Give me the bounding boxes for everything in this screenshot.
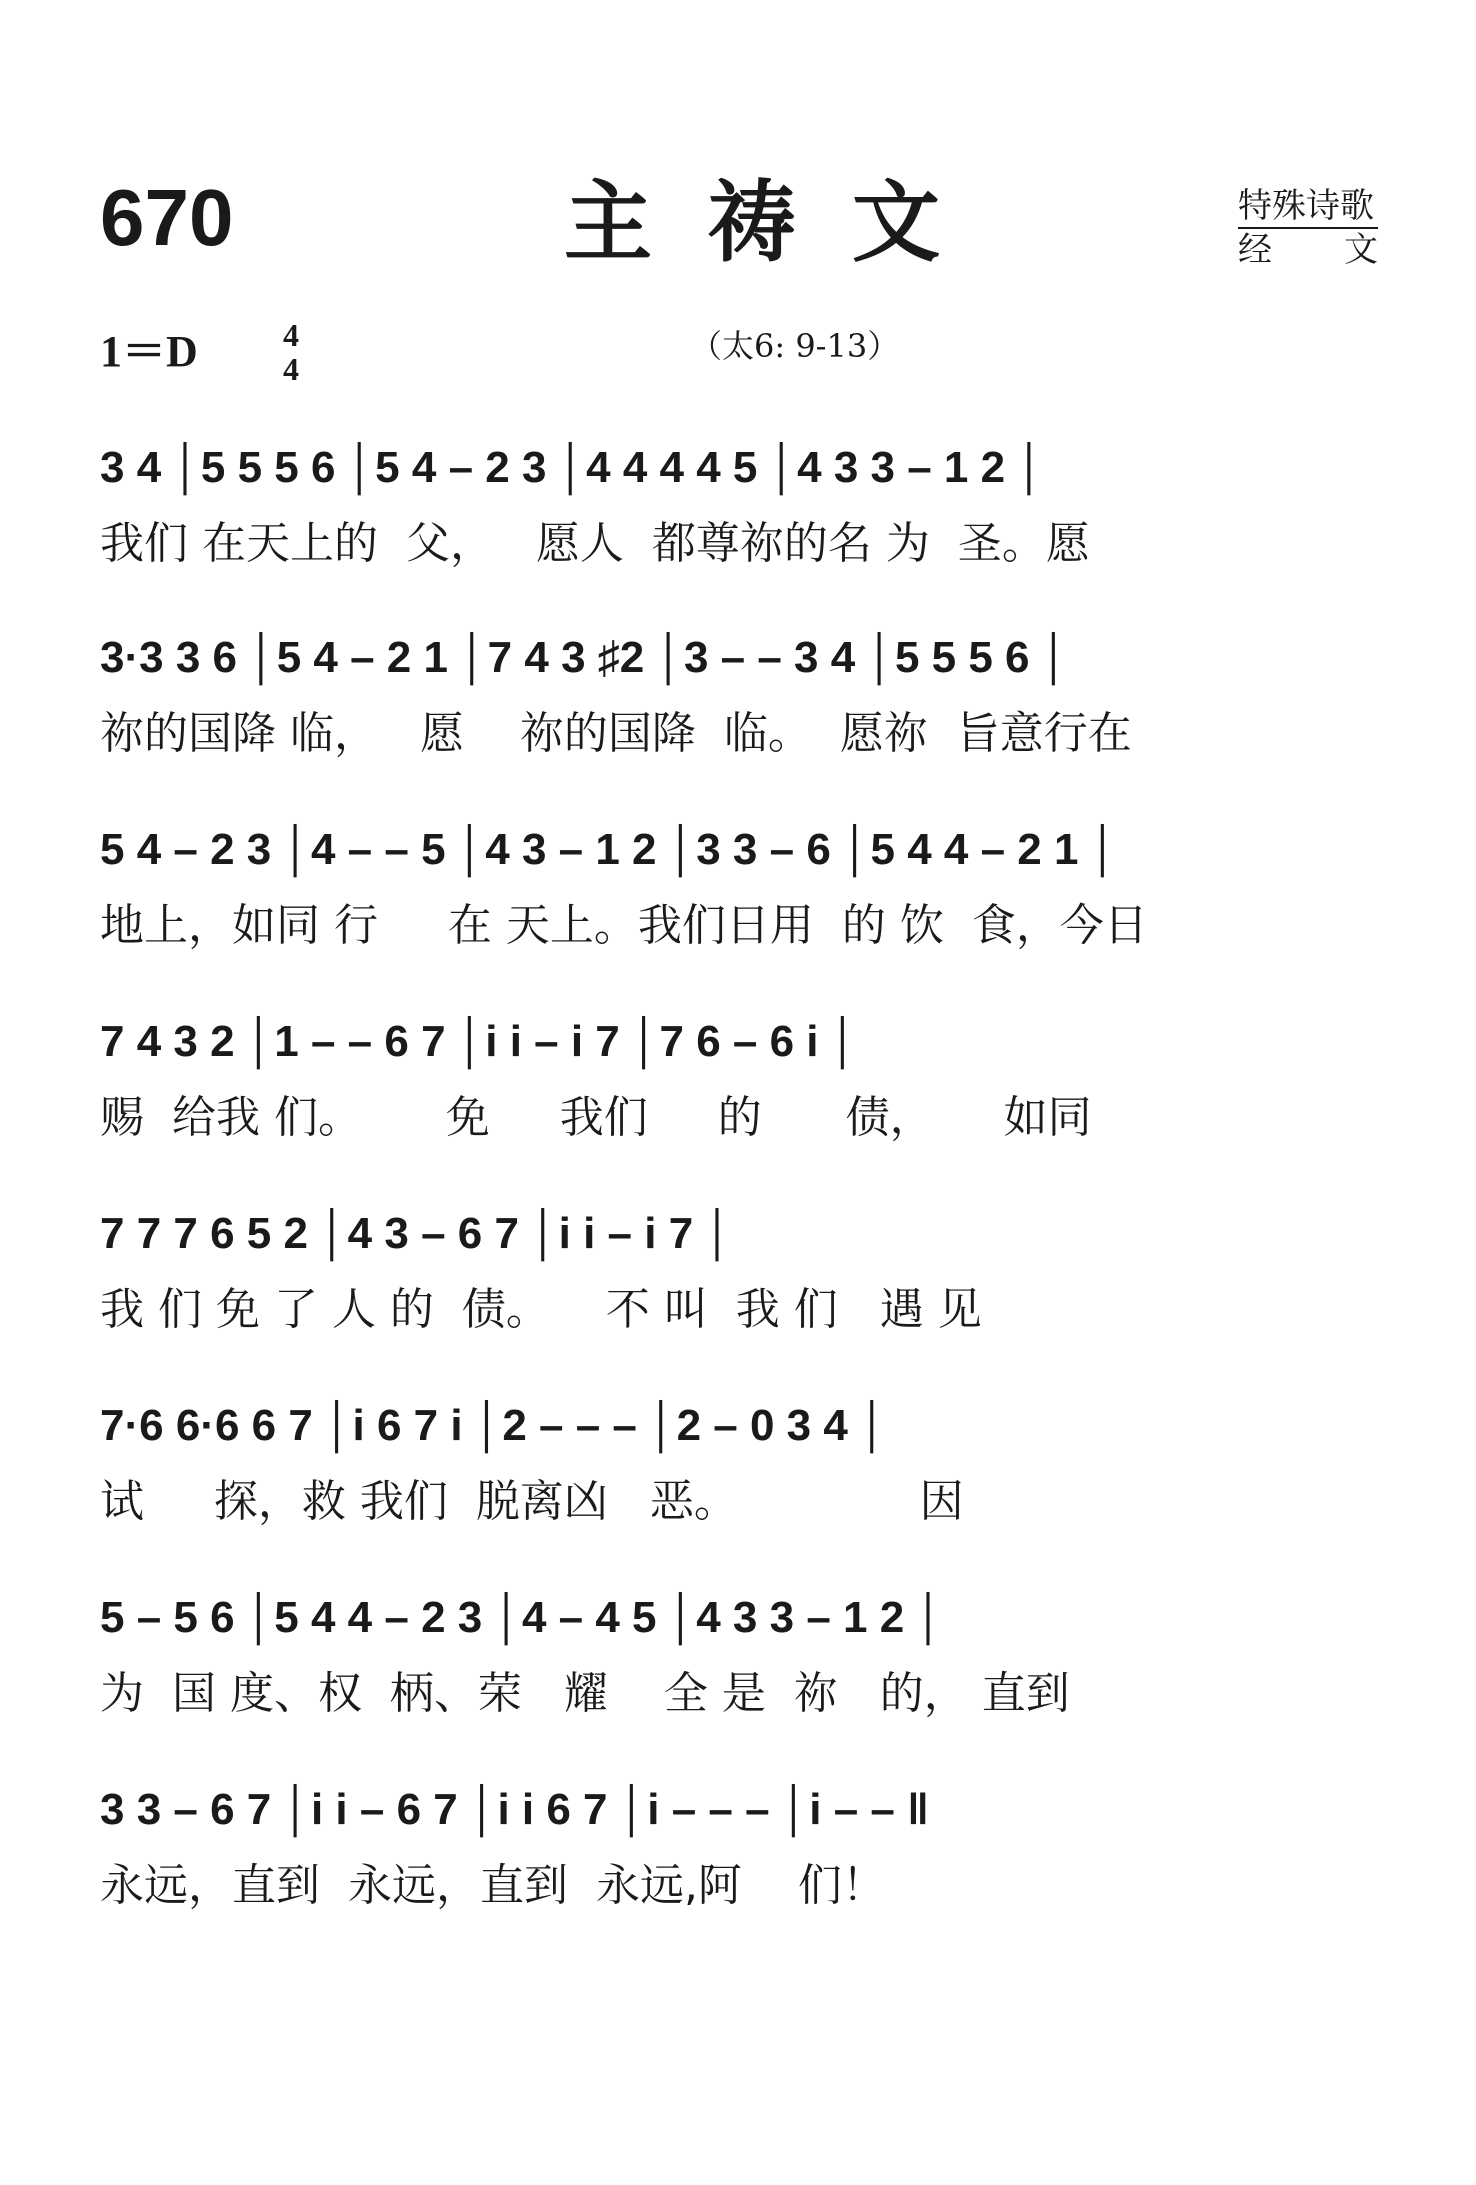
- hymn-number: 670: [100, 173, 234, 262]
- category-line-1: 特殊诗歌: [1238, 185, 1378, 229]
- music-system-4: [100, 1002, 1390, 1192]
- notation-line: 7·6 6·6 6 7 │i 6 7 i │2 – – – │2 – 0 3 4 │: [100, 1401, 888, 1450]
- lyrics-line: 赐 给我 们。 免 我们 的 债， 如同: [100, 1092, 1092, 1143]
- music-system-1: [100, 428, 1390, 618]
- lyrics-line: 永远，直到 永远，直到 永远,阿 们！: [100, 1860, 886, 1911]
- music-system-3: [100, 810, 1390, 1000]
- music-system-8: [100, 1770, 1390, 1960]
- lyrics-line: 试 探，救 我们 脱离凶 恶。 因: [100, 1476, 964, 1527]
- music-system-2: [100, 618, 1390, 808]
- notation-line: 3 4 │5 5 5 6 │5 4 – 2 3 │4 4 4 4 5 │4 3 3 – 1 2 │: [100, 443, 1045, 492]
- hymn-category: [1238, 185, 1378, 271]
- lyrics-line: 我 们 免 了 人 的 债。 不 叫 我 们 遇 见: [100, 1284, 982, 1335]
- lyrics-line: 我们 在天上的 父， 愿人 都尊祢的名 为 圣。愿: [100, 518, 1090, 569]
- time-signature-bottom: 4: [283, 351, 299, 387]
- notation-line: 5 4 – 2 3 │4 – – 5 │4 3 – 1 2 │3 3 – 6 │5 4 4 – 2 1 │: [100, 825, 1119, 874]
- notation-line: 7 7 7 6 5 2 │4 3 – 6 7 │i i – i 7 │: [100, 1209, 733, 1258]
- category-line-2: 经 文: [1238, 230, 1378, 270]
- hymn-title: 主祷文: [563, 170, 996, 274]
- key-signature: 1＝D: [100, 327, 198, 376]
- lyrics-line: 地上，如同 行 在 天上。我们日用 的 饮 食，今日: [100, 900, 1148, 951]
- music-system-5: [100, 1194, 1390, 1384]
- scripture-reference: （太6: 9-13）: [690, 327, 900, 365]
- notation-line: 3 3 – 6 7 │i i – 6 7 │i i 6 7 │i – – – │i – – ‖: [100, 1785, 930, 1834]
- notation-line: 5 – 5 6 │5 4 4 – 2 3 │4 – 4 5 │4 3 3 – 1 2 │: [100, 1593, 944, 1642]
- time-signature: [276, 318, 306, 386]
- lyrics-line: 为 国 度、权 柄、荣 耀 全 是 祢 的， 直到: [100, 1668, 1070, 1719]
- time-signature-top: 4: [283, 317, 299, 353]
- lyrics-line: 祢的国降 临， 愿 祢的国降 临。 愿祢 旨意行在: [100, 708, 1132, 759]
- notation-line: 7 4 3 2 │1 – – 6 7 │i i – i 7 │7 6 – 6 i │: [100, 1017, 859, 1066]
- music-system-6: [100, 1386, 1390, 1576]
- notation-line: 3·3 3 6 │5 4 – 2 1 │7 4 3 ♯2 │3 – – 3 4 │5 5 5 6 │: [100, 633, 1070, 682]
- music-system-7: [100, 1578, 1390, 1768]
